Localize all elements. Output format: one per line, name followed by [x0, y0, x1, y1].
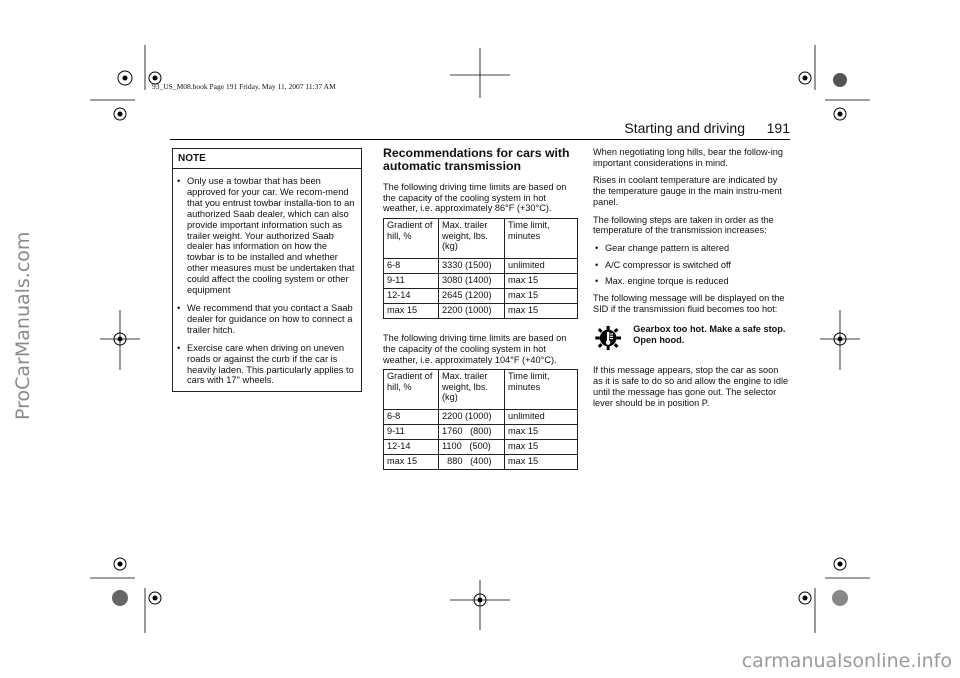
- table-row: [384, 455, 578, 470]
- cell: max 15: [505, 304, 578, 319]
- middle-column: [383, 147, 578, 470]
- cell: max 15: [505, 274, 578, 289]
- cell: unlimited: [505, 259, 578, 274]
- header-rule: [170, 139, 790, 140]
- time-limit-table-40c: [383, 369, 578, 470]
- note-heading: NOTE: [173, 149, 361, 169]
- paragraph: The following message will be displayed on the SID if the transmission fluid becomes too hot:: [593, 293, 785, 314]
- section-title: Recommendations for cars with automatic transmission: [383, 146, 570, 173]
- steps-list: [593, 243, 789, 287]
- table-row: [384, 425, 578, 440]
- cell: 1100 (500): [439, 440, 505, 455]
- warning-message: Gearbox too hot. Make a safe stop. Open hood.: [633, 324, 786, 346]
- intro-40c: The following driving time limits are based on the capacity of the cooling system in hot weather, i.e. approximately 104°F (+40°C).: [383, 333, 567, 365]
- cell: 3330 (1500): [439, 259, 505, 274]
- table-header-row: [384, 370, 578, 410]
- cell: max 15: [384, 455, 439, 470]
- intro-30c: The following driving time limits are based on the capacity of the cooling system in hot weather, i.e. approximately 86°F (+30°C).: [383, 182, 567, 214]
- cell: 9-11: [384, 274, 439, 289]
- paragraph: Rises in coolant temperature are indicated by the temperature gauge in the main instru-ment panel.: [593, 175, 782, 207]
- right-column: [593, 147, 789, 415]
- note-item: • We recommend that you contact a Saab dealer for guidance on how to connect a trailer hitch.: [187, 303, 355, 336]
- gearbox-temperature-icon: [593, 321, 623, 355]
- note-box: [172, 148, 362, 392]
- sid-warning: [593, 321, 789, 355]
- cell: 6-8: [384, 259, 439, 274]
- col-time: Time limit, minutes: [505, 219, 578, 259]
- col-weight: Max. trailer weight, lbs. (kg): [439, 219, 505, 259]
- page-number: 191: [766, 120, 790, 136]
- note-item: • Exercise care when driving on uneven roads or against the curb if the car is heavily laden. This particularly applies to cars with 17" wheels.: [187, 343, 355, 387]
- cell: 9-11: [384, 425, 439, 440]
- time-limit-table-30c: [383, 218, 578, 319]
- cell: max 15: [505, 425, 578, 440]
- bottom-watermark: carmanualsonline.info: [741, 650, 952, 672]
- table-row: [384, 274, 578, 289]
- cell: 2645 (1200): [439, 289, 505, 304]
- paragraph: The following steps are taken in order as the temperature of the transmission increases:: [593, 214, 774, 236]
- cell: 12-14: [384, 289, 439, 304]
- cell: max 15: [505, 440, 578, 455]
- page-header-title: Starting and driving: [624, 120, 745, 136]
- table-row: [384, 440, 578, 455]
- note-list: [173, 169, 361, 386]
- list-item: • A/C compressor is switched off: [605, 260, 789, 271]
- paragraph: If this message appears, stop the car as soon as it is safe to do so and allow the engine to idle until the message has gone out. The selector lever should be in position P.: [593, 365, 789, 408]
- table-header-row: [384, 219, 578, 259]
- cell: 6-8: [384, 410, 439, 425]
- side-watermark: ProCarManuals.com: [12, 231, 34, 420]
- table-row: [384, 410, 578, 425]
- col-gradient: Gradient of hill, %: [384, 370, 439, 410]
- table-row: [384, 304, 578, 319]
- book-print-info: 93_US_M08.book Page 191 Friday, May 11, 2007 11:37 AM: [152, 82, 336, 91]
- col-time: Time limit, minutes: [505, 370, 578, 410]
- cell: 3080 (1400): [439, 274, 505, 289]
- cell: unlimited: [505, 410, 578, 425]
- table-row: [384, 289, 578, 304]
- col-weight: Max. trailer weight, lbs. (kg): [439, 370, 505, 410]
- cell: 2200 (1000): [439, 304, 505, 319]
- col-gradient: Gradient of hill, %: [384, 219, 439, 259]
- cell: 880 (400): [439, 455, 505, 470]
- list-item: • Gear change pattern is altered: [605, 243, 789, 254]
- cell: 2200 (1000): [439, 410, 505, 425]
- list-item: • Max. engine torque is reduced: [605, 276, 789, 287]
- cell: max 15: [505, 455, 578, 470]
- cell: max 15: [384, 304, 439, 319]
- cell: max 15: [505, 289, 578, 304]
- table-row: [384, 259, 578, 274]
- paragraph: When negotiating long hills, bear the follow-ing important considerations in mind.: [593, 147, 783, 168]
- cell: 12-14: [384, 440, 439, 455]
- note-item: • Only use a towbar that has been approved for your car. We recom-mend that you entrust towbar installa-tion to an authorized Saab dealer, which can also provide important information such as trailer weight. Your authorized Saab dealer has information on how the towbar is to be installed and whether other measures must be undertaken that could affect the cooling system or other equipment: [187, 176, 355, 296]
- cell: 1760 (800): [439, 425, 505, 440]
